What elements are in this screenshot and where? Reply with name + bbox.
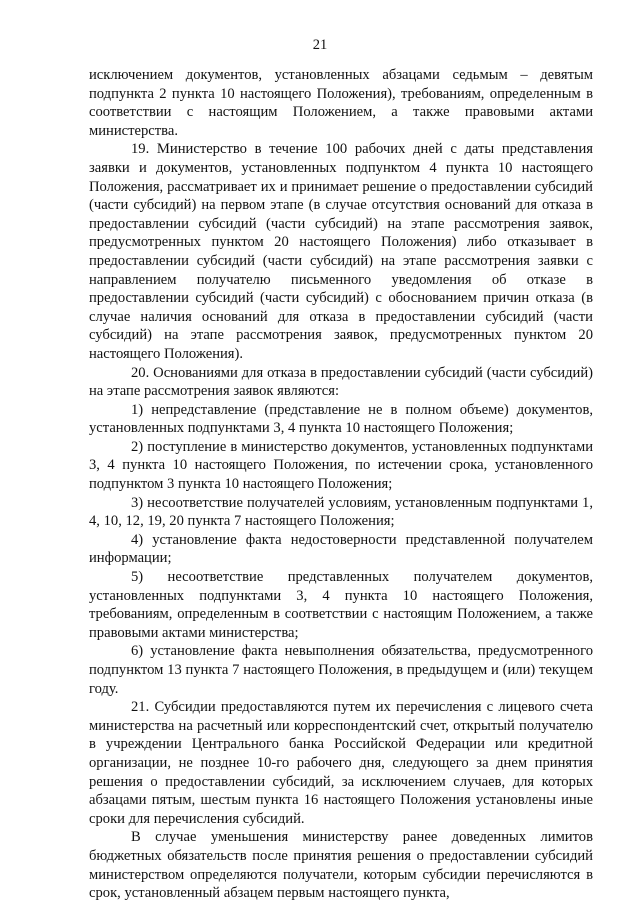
paragraph-19: 19. Министерство в течение 100 рабочих дней с даты представления заявки и документов, установленных подпунктом 4 пункта 10 настоящего Положения, рассматривает их и принимает решение о предоставлении субсидий (части субсидий) на первом этапе (в случае отсутствия оснований для отказа в предоставлении субсидий (части субсидий) на этапе рассмотрения заявок, предусмотренных пунктом 20 настоящего Положения) либо отказывает в предоставлении субсидий (части субсидий) на этапе рассмотрения заявки с направлением получателю письменного уведомления об отказе в предоставлении субсидий (части субсидий) с обоснованием причин отказа (в случае наличия оснований для отказа в предоставлении субсидий (части субсидий) на этапе рассмотрения заявок, предусмотренных пунктом 20 настоящего Положения). (89, 141, 593, 362)
document-body (89, 66, 593, 903)
list-item-6: 6) установление факта невыполнения обязательства, предусмотренного подпунктом 13 пункта 7 настоящего Положения, в предыдущем и (или) текущем году. (89, 643, 593, 697)
page-number: 21 (312, 37, 328, 53)
paragraph-continuation: исключением документов, установленных абзацами седьмым – девятым подпункта 2 пункта 10 настоящего Положения), требованиям, определенным в соответствии с настоящим Положением, а также правовыми актами министерства. (89, 67, 593, 139)
list-item-3: 3) несоответствие получателей условиям, установленным подпунктами 1, 4, 10, 12, 19, 20 пункта 7 настоящего Положения; (89, 494, 593, 530)
paragraph-20: 20. Основаниями для отказа в предоставлении субсидий (части субсидий) на этапе рассмотрения заявок являются: (89, 364, 593, 400)
paragraph-21-continued: В случае уменьшения министерству ранее доведенных лимитов бюджетных обязательств после принятия решения о предоставлении субсидий министерством определяются получатели, которым субсидии перечисляются в срок, установленный абзацем первым настоящего пункта, (89, 829, 593, 902)
list-item-1: 1) непредставление (представление не в полном объеме) документов, установленных подпунктами 3, 4 пункта 10 настоящего Положения; (89, 401, 593, 437)
list-item-4: 4) установление факта недостоверности представленной получателем информации; (89, 531, 593, 567)
list-item-2: 2) поступление в министерство документов, установленных подпунктами 3, 4 пункта 10 настоящего Положения, по истечении срока, установленного подпунктом 3 пункта 10 настоящего Положения; (89, 438, 593, 493)
paragraph-21: 21. Субсидии предоставляются путем их перечисления с лицевого счета министерства на расчетный или корреспондентский счет, открытый получателю в учреждении Центрального банка Российской Федерации или кредитной организации, не позднее 10-го рабочего дня, следующего за днем принятия решения о предоставлении субсидий, за исключением случаев, для которых абзацами пятым, шестым пункта 16 настоящего Положения установлены иные сроки для перечисления субсидий. (89, 699, 593, 827)
list-item-5: 5) несоответствие представленных получателем документов, установленных подпунктами 3, 4 пункта 10 настоящего Положения, требованиям, определенным в соответствии с настоящим Положением, а также правовыми актами министерства; (89, 569, 593, 641)
